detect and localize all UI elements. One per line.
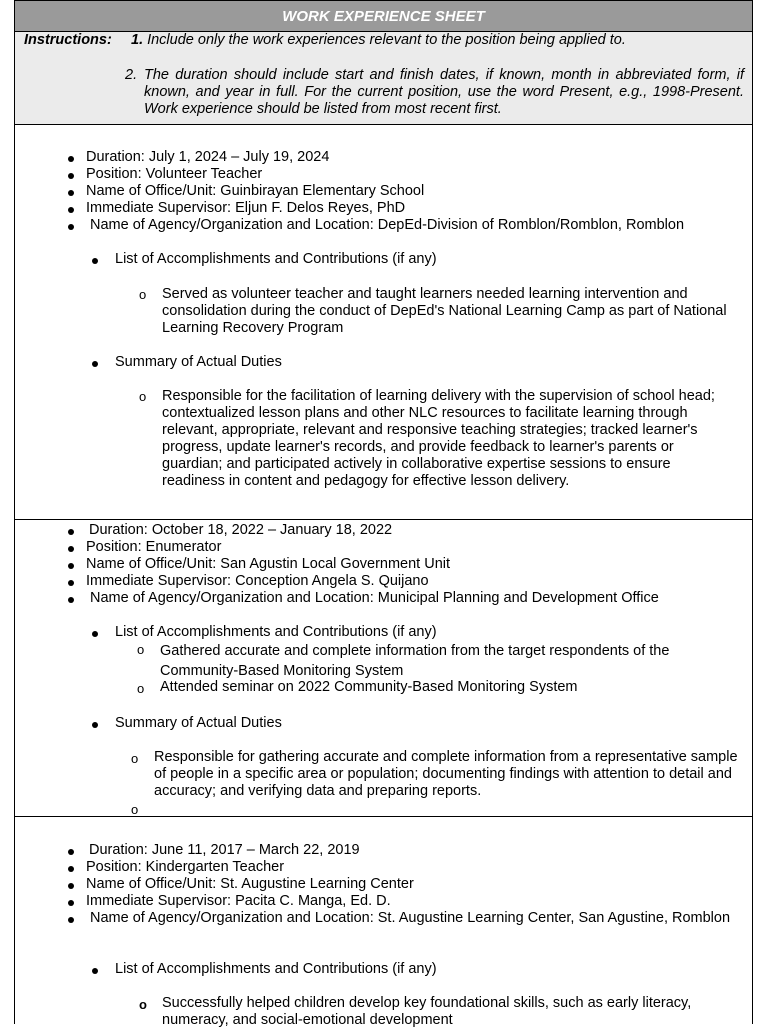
circle-bullet-icon: o <box>139 287 147 302</box>
entry-supervisor: Immediate Supervisor: Pacita C. Manga, Ed. D. <box>86 893 391 909</box>
accomplishment-item: Attended seminar on 2022 Community-Based Monitoring System <box>160 679 578 695</box>
entry-agency: Name of Agency/Organization and Location: St. Augustine Learning Center, San Agustine, Romblon <box>90 910 731 926</box>
entry-supervisor: Immediate Supervisor: Eljun F. Delos Reyes, PhD <box>86 200 406 216</box>
bullet-icon <box>68 597 74 603</box>
instruction-num-2: 2. <box>125 67 138 83</box>
bullet-icon <box>68 580 74 586</box>
entry-agency: Name of Agency/Organization and Location: DepEd-Division of Romblon/Romblon, Romblon <box>90 217 685 233</box>
entry-agency: Name of Agency/Organization and Location: Municipal Planning and Development Office <box>90 590 659 606</box>
work-entry-3 <box>15 817 752 1027</box>
instruction-num-1: 1. <box>131 32 144 48</box>
bullet-icon <box>68 529 74 535</box>
bullet-icon <box>92 361 98 367</box>
bullet-icon <box>92 631 98 637</box>
entry-position: Position: Enumerator <box>86 539 222 555</box>
accomplishments-label: List of Accomplishments and Contributions (if any) <box>115 251 437 267</box>
entry-office: Name of Office/Unit: Guinbirayan Elementary School <box>86 183 425 199</box>
circle-bullet-icon: o <box>139 997 147 1012</box>
bullet-icon <box>68 866 74 872</box>
circle-bullet-icon: o <box>131 802 139 817</box>
accomplishment-item: Served as volunteer teacher and taught learners needed learning intervention and consolidation during the conduct of DepEd's National Learning Camp as part of National Learning Recovery Program <box>162 286 727 336</box>
entry-office: Name of Office/Unit: St. Augustine Learning Center <box>86 876 414 892</box>
entry-position: Position: Volunteer Teacher <box>86 166 263 182</box>
bullet-icon <box>68 207 74 213</box>
instruction-text-1: Include only the work experiences relevant to the position being applied to. <box>147 32 626 48</box>
duties-label: Summary of Actual Duties <box>115 715 282 731</box>
duty-item: Responsible for the facilitation of learning delivery with the supervision of school head; contextualized lesson plans and other NLC resources to facilitate learning through relevant, appropriate, relevant and responsive teaching strategies; tracked learner's progress, update learner's records, and provide feedback to learner's parents or guardian; and participated actively in collaborative expertise sessions to ensure readiness in content and pedagogy for effective lesson delivery. <box>162 388 715 489</box>
bullet-icon <box>68 917 74 923</box>
circle-bullet-icon: o <box>139 389 147 404</box>
entry-office: Name of Office/Unit: San Agustin Local Government Unit <box>86 556 451 572</box>
bullet-icon <box>92 258 98 264</box>
work-experience-sheet <box>14 0 753 1028</box>
instructions-label: Instructions: <box>24 32 112 48</box>
instruction-item-1 <box>131 32 626 49</box>
bullet-icon <box>68 563 74 569</box>
entry-duration: Duration: July 1, 2024 – July 19, 2024 <box>86 149 330 165</box>
bullet-icon <box>68 190 74 196</box>
accomplishments-label: List of Accomplishments and Contributions (if any) <box>115 624 437 640</box>
entry-supervisor: Immediate Supervisor: Conception Angela S. Quijano <box>86 573 429 589</box>
work-entry-1 <box>15 125 752 520</box>
work-entry-2 <box>15 520 752 817</box>
bullet-icon <box>68 156 74 162</box>
circle-bullet-icon: o <box>137 642 145 657</box>
page-title: WORK EXPERIENCE SHEET <box>15 0 752 32</box>
duties-label: Summary of Actual Duties <box>115 354 282 370</box>
accomplishment-item: Successfully helped children develop key foundational skills, such as early literacy, numeracy, and social-emotional development <box>162 995 692 1028</box>
bullet-icon <box>68 546 74 552</box>
duty-item: Responsible for gathering accurate and complete information from a representative sample of people in a specific area or population; documenting findings with attention to detail and accuracy; and verifying data and preparing reports. <box>154 749 738 799</box>
accomplishments-label: List of Accomplishments and Contributions (if any) <box>115 961 437 977</box>
bullet-icon <box>68 224 74 230</box>
entry-position: Position: Kindergarten Teacher <box>86 859 285 875</box>
bullet-icon <box>92 722 98 728</box>
instruction-text-2: The duration should include start and finish dates, if known, month in abbreviated form, if known, and year in full. For the current position, use the word Present, e.g., 1998-Present. Work experience should be listed from most recent first. <box>144 67 744 117</box>
bullet-icon <box>68 173 74 179</box>
entry-duration: Duration: October 18, 2022 – January 18, 2022 <box>89 522 393 538</box>
bullet-icon <box>68 883 74 889</box>
entry-duration: Duration: June 11, 2017 – March 22, 2019 <box>89 842 360 858</box>
accomplishment-item: Gathered accurate and complete information from the target respondents of the Community-Based Monitoring System <box>160 643 670 679</box>
instruction-item-2 <box>125 67 744 118</box>
circle-bullet-icon: o <box>137 681 145 696</box>
bullet-icon <box>68 849 74 855</box>
instructions-box <box>15 32 752 125</box>
bullet-icon <box>68 900 74 906</box>
bullet-icon <box>92 968 98 974</box>
circle-bullet-icon: o <box>131 751 139 766</box>
